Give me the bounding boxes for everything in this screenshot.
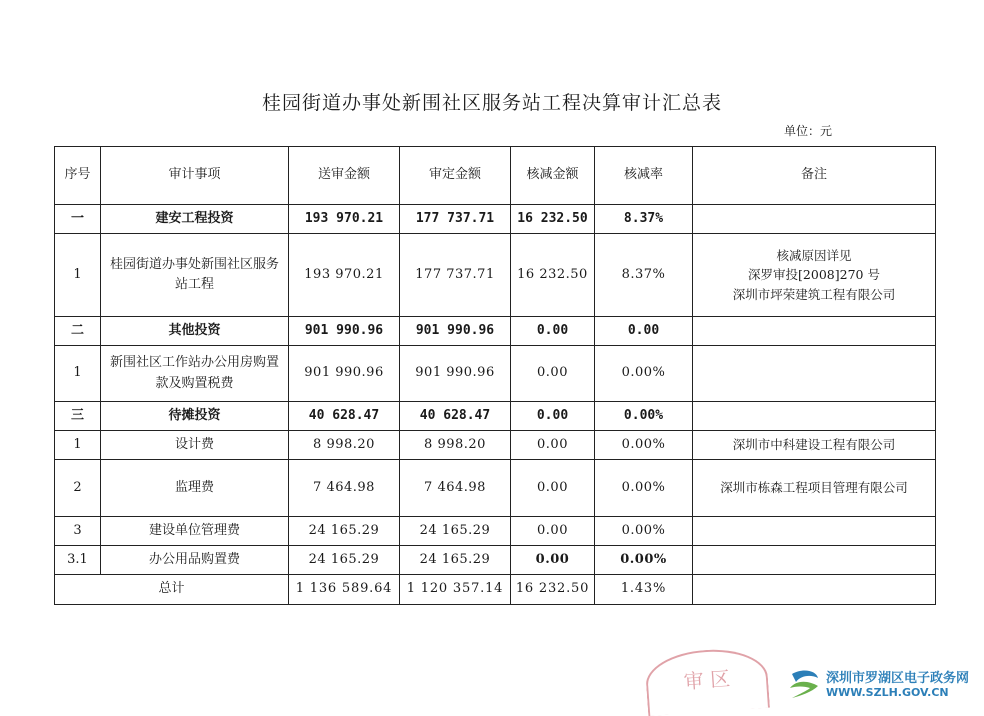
cell-approved: 24 165.29 — [400, 517, 511, 546]
table-row — [55, 546, 936, 575]
cell-approved: 901 990.96 — [400, 346, 511, 402]
header-reduction: 核减金额 — [511, 147, 595, 205]
official-stamp: 审 区 — [644, 646, 770, 716]
cell-approved: 7 464.98 — [400, 460, 511, 517]
document-title: 桂园街道办事处新围社区服务站工程决算审计汇总表 — [261, 92, 722, 114]
total-row — [55, 575, 936, 605]
cell-rate: 0.00% — [595, 402, 693, 431]
cell-remark — [693, 546, 936, 575]
cell-rate: 8.37% — [595, 205, 693, 234]
cell-reduction: 0.00 — [511, 402, 595, 431]
table-row — [55, 205, 936, 234]
cell-reduction: 0.00 — [511, 546, 595, 575]
table-row — [55, 431, 936, 460]
cell-item: 桂园街道办事处新围社区服务站工程 — [101, 234, 289, 317]
cell-approved: 8 998.20 — [400, 431, 511, 460]
cell-item: 其他投资 — [101, 317, 289, 346]
table-row — [55, 346, 936, 402]
cell-item: 建安工程投资 — [101, 205, 289, 234]
cell-submitted: 193 970.21 — [289, 205, 400, 234]
cell-reduction: 0.00 — [511, 317, 595, 346]
cell-reduction: 16 232.50 — [511, 205, 595, 234]
cell-reduction: 0.00 — [511, 517, 595, 546]
cell-reduction: 16 232.50 — [511, 234, 595, 317]
cell-approved: 40 628.47 — [400, 402, 511, 431]
cell-remark — [693, 317, 936, 346]
cell-submitted: 7 464.98 — [289, 460, 400, 517]
table-row — [55, 460, 936, 517]
cell-rate: 8.37% — [595, 234, 693, 317]
cell-approved: 177 737.71 — [400, 234, 511, 317]
watermark-site-name: 深圳市罗湖区电子政务网 — [826, 671, 970, 686]
total-approved: 1 120 357.14 — [400, 575, 511, 605]
cell-seq: 3 — [55, 517, 101, 546]
cell-submitted: 901 990.96 — [289, 346, 400, 402]
cell-item: 新围社区工作站办公用房购置款及购置税费 — [101, 346, 289, 402]
cell-seq: 1 — [55, 234, 101, 317]
header-rate: 核减率 — [595, 147, 693, 205]
cell-item: 设计费 — [101, 431, 289, 460]
cell-approved: 901 990.96 — [400, 317, 511, 346]
cell-reduction: 0.00 — [511, 460, 595, 517]
cell-rate: 0.00% — [595, 517, 693, 546]
cell-seq: 1 — [55, 346, 101, 402]
table-row — [55, 402, 936, 431]
cell-remark: 深圳市中科建设工程有限公司 — [693, 431, 936, 460]
total-remark — [693, 575, 936, 605]
audit-summary-table — [54, 146, 936, 605]
unit-label: 单位：元 — [784, 124, 833, 138]
total-reduction: 16 232.50 — [511, 575, 595, 605]
total-submitted: 1 136 589.64 — [289, 575, 400, 605]
cell-seq: 三 — [55, 402, 101, 431]
cell-remark — [693, 346, 936, 402]
table-row — [55, 234, 936, 317]
cell-submitted: 24 165.29 — [289, 517, 400, 546]
cell-item: 办公用品购置费 — [101, 546, 289, 575]
cell-item: 待摊投资 — [101, 402, 289, 431]
cell-remark — [693, 517, 936, 546]
cell-rate: 0.00% — [595, 431, 693, 460]
cell-rate: 0.00% — [595, 460, 693, 517]
cell-reduction: 0.00 — [511, 431, 595, 460]
cell-submitted: 901 990.96 — [289, 317, 400, 346]
header-seq: 序号 — [55, 147, 101, 205]
table-header-row — [55, 147, 936, 205]
cell-remark — [693, 205, 936, 234]
cell-approved: 24 165.29 — [400, 546, 511, 575]
remark-line: 深圳市坪荣建筑工程有限公司 — [732, 286, 896, 302]
cell-item: 监理费 — [101, 460, 289, 517]
cell-submitted: 24 165.29 — [289, 546, 400, 575]
total-rate: 1.43% — [595, 575, 693, 605]
cell-submitted: 8 998.20 — [289, 431, 400, 460]
table-row — [55, 517, 936, 546]
cell-reduction: 0.00 — [511, 346, 595, 402]
cell-remark: 深圳市栋森工程项目管理有限公司 — [693, 460, 936, 517]
cell-seq: 1 — [55, 431, 101, 460]
cell-remark — [693, 234, 936, 317]
cell-remark — [693, 402, 936, 431]
cell-seq: 2 — [55, 460, 101, 517]
header-approved: 审定金额 — [400, 147, 511, 205]
cell-submitted: 40 628.47 — [289, 402, 400, 431]
cell-seq: 一 — [55, 205, 101, 234]
watermark-url: WWW.SZLH.GOV.CN — [826, 686, 949, 699]
header-item: 审计事项 — [101, 147, 289, 205]
header-remark: 备注 — [693, 147, 936, 205]
total-label: 总计 — [55, 575, 289, 605]
cell-seq: 3.1 — [55, 546, 101, 575]
table-row — [55, 317, 936, 346]
cell-rate: 0.00 — [595, 317, 693, 346]
cell-rate: 0.00% — [595, 546, 693, 575]
cell-item: 建设单位管理费 — [101, 517, 289, 546]
cell-rate: 0.00% — [595, 346, 693, 402]
swoosh-logo-icon — [788, 666, 822, 702]
remark-line: 深罗审投[2008]270 号 — [748, 267, 880, 283]
site-watermark — [788, 664, 984, 709]
cell-approved: 177 737.71 — [400, 205, 511, 234]
cell-seq: 二 — [55, 317, 101, 346]
header-submitted: 送审金额 — [289, 147, 400, 205]
cell-submitted: 193 970.21 — [289, 234, 400, 317]
remark-line: 核减原因详见 — [776, 247, 852, 263]
